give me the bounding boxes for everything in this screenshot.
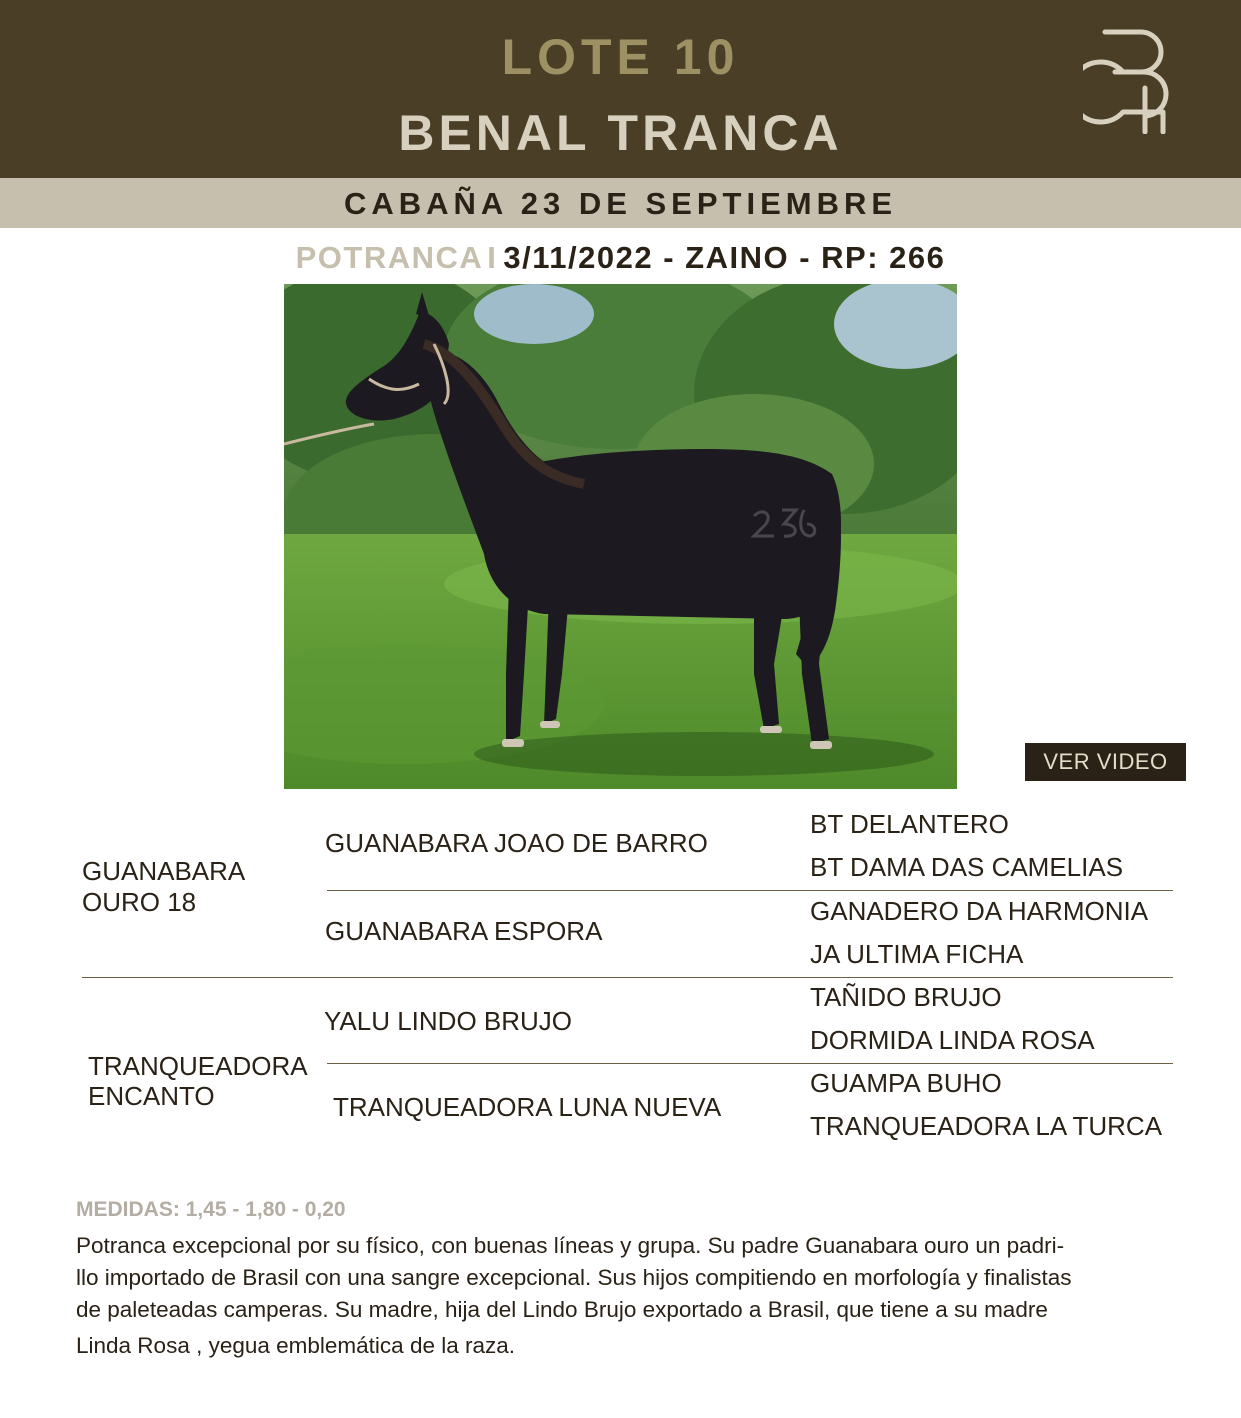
dam-name-line2: ENCANTO: [88, 1081, 215, 1111]
paternal-grandsire: GUANABARA JOAO DE BARRO: [325, 828, 708, 858]
great-grandparent: TAÑIDO BRUJO: [810, 982, 1002, 1012]
sire-name-line2: OURO 18: [82, 887, 197, 917]
description: [76, 1230, 1176, 1362]
ver-video-button[interactable]: VER VIDEO: [1025, 743, 1186, 781]
great-grandparent: TRANQUEADORA LA TURCA: [810, 1111, 1163, 1141]
horse-name: BENAL TRANCA: [398, 105, 843, 161]
great-grandparent: BT DELANTERO: [810, 809, 1009, 839]
great-grandparent: DORMIDA LINDA ROSA: [810, 1025, 1095, 1055]
description-line: de paleteadas camperas. Su madre, hija del Lindo Brujo exportado a Brasil, que tiene a su madre: [76, 1297, 1048, 1322]
sire-name-line1: GUANABARA: [82, 856, 246, 886]
description-line: Linda Rosa , yegua emblemática de la raza.: [76, 1333, 516, 1358]
dam-name-line1: TRANQUEADORA: [88, 1051, 308, 1081]
pedigree-divider: [327, 1063, 1173, 1064]
details-separator: I: [487, 240, 498, 275]
description-line: Potranca excepcional por su físico, con buenas líneas y grupa. Su padre Guanabara ouro un padri-: [76, 1233, 1065, 1258]
lote-number: LOTE 10: [501, 29, 740, 85]
pedigree-divider: [327, 890, 1173, 891]
breeder-name: CABAÑA 23 DE SEPTIEMBRE: [343, 186, 898, 221]
maternal-granddam: TRANQUEADORA LUNA NUEVA: [333, 1092, 722, 1122]
great-grandparent: GANADERO DA HARMONIA: [810, 896, 1149, 926]
maternal-grandsire: YALU LINDO BRUJO: [324, 1006, 573, 1036]
medidas-text: MEDIDAS: 1,45 - 1,80 - 0,20: [76, 1198, 346, 1221]
great-grandparent: BT DAMA DAS CAMELIAS: [810, 852, 1124, 882]
horse-category: POTRANCA: [295, 240, 484, 275]
pedigree-divider: [82, 977, 1173, 978]
gb-monogram-logo-icon: [1083, 26, 1169, 134]
horse-details: [0, 240, 1241, 276]
description-line: llo importado de Brasil con una sangre excepcional. Sus hijos compitiendo en morfología y finalistas: [76, 1265, 1072, 1290]
great-grandparent: GUAMPA BUHO: [810, 1068, 1002, 1098]
horse-details-text: 3/11/2022 - ZAINO - RP: 266: [503, 240, 946, 275]
paternal-granddam: GUANABARA ESPORA: [325, 916, 603, 946]
black-horse-photo-icon: [284, 284, 957, 789]
great-grandparent: JA ULTIMA FICHA: [810, 939, 1024, 969]
